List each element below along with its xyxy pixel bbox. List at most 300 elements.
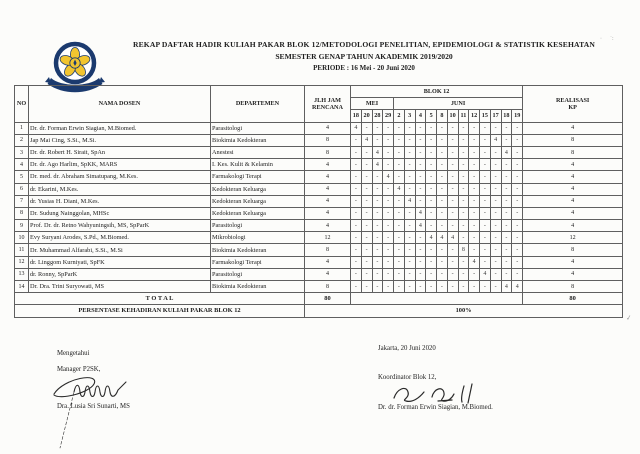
cell-attendance: -: [351, 146, 362, 158]
date-column-header: 5: [426, 110, 437, 122]
cell-realisasi: 8: [523, 146, 623, 158]
cell-attendance: -: [426, 134, 437, 146]
cell-attendance: -: [490, 183, 501, 195]
cell-no: 6: [15, 183, 29, 195]
cell-attendance: -: [351, 134, 362, 146]
cell-attendance: -: [447, 268, 458, 280]
cell-realisasi: 4: [523, 183, 623, 195]
cell-attendance: -: [394, 244, 405, 256]
col-jlh-line1: JLH JAM: [314, 96, 341, 104]
cell-jlh-jam: 4: [305, 171, 351, 183]
cell-attendance: -: [394, 281, 405, 293]
table-row: [15, 183, 623, 195]
cell-attendance: -: [469, 122, 480, 134]
cell-attendance: -: [404, 220, 415, 232]
cell-attendance: -: [426, 281, 437, 293]
cell-jlh-jam: 4: [305, 220, 351, 232]
cell-no: 12: [15, 256, 29, 268]
cell-realisasi: 4: [523, 256, 623, 268]
cell-attendance: -: [394, 122, 405, 134]
table-row: [15, 159, 623, 171]
cell-no: 13: [15, 268, 29, 280]
cell-attendance: -: [361, 159, 372, 171]
cell-attendance: 4: [383, 171, 394, 183]
table-body: [15, 122, 623, 293]
document-subtitle: SEMESTER GENAP TAHUN AKADEMIK 2019/2020: [275, 52, 453, 61]
cell-attendance: -: [361, 281, 372, 293]
cell-attendance: -: [404, 232, 415, 244]
cell-nama: Dr. Dra. Trini Suryowati, MS: [29, 281, 211, 293]
date-column-header: 12: [469, 110, 480, 122]
cell-nama: Dr. med. dr. Abraham Simatupang, M.Kes.: [29, 171, 211, 183]
cell-attendance: -: [458, 134, 469, 146]
cell-attendance: -: [426, 195, 437, 207]
total-row: [15, 293, 623, 305]
attendance-table: [14, 85, 623, 318]
total-realisasi: 80: [523, 293, 623, 305]
table-row: [15, 220, 623, 232]
cell-attendance: -: [480, 244, 491, 256]
cell-attendance: -: [361, 256, 372, 268]
cell-attendance: -: [404, 244, 415, 256]
date-column-header: 2: [394, 110, 405, 122]
cell-attendance: -: [415, 122, 426, 134]
scan-mark-right: ✓: [625, 313, 633, 323]
cell-attendance: -: [490, 220, 501, 232]
cell-departemen: Kedokteran Keluarga: [211, 207, 305, 219]
cell-attendance: -: [415, 281, 426, 293]
table-row: [15, 207, 623, 219]
date-column-header: 8: [437, 110, 448, 122]
cell-attendance: -: [469, 171, 480, 183]
cell-attendance: -: [447, 159, 458, 171]
cell-jlh-jam: 4: [305, 256, 351, 268]
cell-departemen: Kedokteran Keluarga: [211, 195, 305, 207]
table-row: [15, 256, 623, 268]
cell-departemen: Biokimia Kedokteran: [211, 244, 305, 256]
cell-attendance: -: [351, 256, 362, 268]
cell-attendance: -: [437, 195, 448, 207]
cell-attendance: -: [490, 232, 501, 244]
cell-no: 2: [15, 134, 29, 146]
cell-no: 3: [15, 146, 29, 158]
cell-attendance: 4: [490, 134, 501, 146]
cell-attendance: -: [490, 171, 501, 183]
cell-attendance: -: [426, 146, 437, 158]
cell-attendance: -: [372, 207, 383, 219]
cell-attendance: 4: [480, 268, 491, 280]
cell-attendance: -: [394, 220, 405, 232]
cell-attendance: -: [415, 183, 426, 195]
total-blank: [351, 293, 523, 305]
cell-attendance: -: [469, 207, 480, 219]
col-departemen: DEPARTEMEN: [211, 86, 305, 123]
cell-attendance: -: [437, 207, 448, 219]
cell-jlh-jam: 8: [305, 146, 351, 158]
cell-attendance: -: [512, 159, 523, 171]
cell-attendance: -: [458, 232, 469, 244]
cell-attendance: 4: [437, 232, 448, 244]
cell-departemen: Parasitologi: [211, 268, 305, 280]
cell-attendance: -: [447, 183, 458, 195]
cell-attendance: -: [447, 171, 458, 183]
cell-attendance: -: [480, 171, 491, 183]
cell-attendance: -: [394, 146, 405, 158]
cell-attendance: -: [426, 220, 437, 232]
cell-attendance: 4: [351, 122, 362, 134]
cell-departemen: Parasitologi: [211, 122, 305, 134]
cell-attendance: -: [404, 134, 415, 146]
cell-attendance: -: [501, 268, 512, 280]
cell-attendance: 4: [501, 146, 512, 158]
cell-attendance: -: [361, 207, 372, 219]
cell-attendance: -: [361, 183, 372, 195]
cell-realisasi: 4: [523, 195, 623, 207]
cell-attendance: -: [415, 146, 426, 158]
cell-attendance: -: [351, 195, 362, 207]
cell-realisasi: 8: [523, 244, 623, 256]
cell-attendance: -: [383, 134, 394, 146]
cell-attendance: -: [383, 195, 394, 207]
cell-realisasi: 12: [523, 232, 623, 244]
cell-attendance: -: [372, 232, 383, 244]
cell-attendance: -: [394, 159, 405, 171]
cell-no: 14: [15, 281, 29, 293]
cell-attendance: 4: [372, 146, 383, 158]
cell-attendance: -: [469, 134, 480, 146]
cell-jlh-jam: 4: [305, 183, 351, 195]
date-column-header: 15: [480, 110, 491, 122]
col-jlh-line2: RENCANA: [312, 103, 343, 111]
cell-attendance: -: [469, 220, 480, 232]
cell-attendance: -: [490, 281, 501, 293]
cell-attendance: -: [415, 268, 426, 280]
cell-attendance: -: [501, 207, 512, 219]
cell-attendance: -: [415, 256, 426, 268]
cell-attendance: -: [501, 122, 512, 134]
cell-attendance: -: [383, 146, 394, 158]
cell-attendance: -: [351, 220, 362, 232]
cell-attendance: 4: [372, 159, 383, 171]
cell-attendance: -: [372, 171, 383, 183]
cell-attendance: -: [394, 232, 405, 244]
cell-attendance: -: [458, 256, 469, 268]
col-real-line2: KP: [568, 103, 577, 111]
cell-attendance: -: [383, 232, 394, 244]
cell-attendance: -: [404, 146, 415, 158]
cell-attendance: -: [361, 232, 372, 244]
cell-attendance: -: [512, 244, 523, 256]
footer-manager-role: Manager P2SK,: [57, 366, 101, 373]
month-mei: MEI: [351, 98, 394, 110]
cell-attendance: -: [490, 195, 501, 207]
cell-attendance: 4: [404, 195, 415, 207]
cell-attendance: -: [437, 146, 448, 158]
table-row: [15, 281, 623, 293]
cell-realisasi: 8: [523, 281, 623, 293]
table-row: [15, 244, 623, 256]
cell-nama: Evy Suryani Arodes, S.Pd., M.Biomed.: [29, 232, 211, 244]
cell-no: 8: [15, 207, 29, 219]
cell-attendance: -: [394, 268, 405, 280]
cell-attendance: 4: [415, 220, 426, 232]
cell-attendance: -: [469, 268, 480, 280]
cell-attendance: -: [447, 195, 458, 207]
cell-realisasi: 8: [523, 134, 623, 146]
cell-attendance: -: [447, 220, 458, 232]
cell-jlh-jam: 4: [305, 122, 351, 134]
cell-nama: dr. Linggom Kurniyati, SpFK: [29, 256, 211, 268]
cell-attendance: -: [512, 195, 523, 207]
cell-attendance: 4: [415, 207, 426, 219]
date-column-header: 17: [490, 110, 501, 122]
date-column-header: 4: [415, 110, 426, 122]
cell-attendance: -: [458, 183, 469, 195]
cell-realisasi: 4: [523, 220, 623, 232]
cell-attendance: -: [501, 171, 512, 183]
cell-attendance: -: [383, 268, 394, 280]
cell-attendance: -: [490, 146, 501, 158]
cell-attendance: -: [437, 220, 448, 232]
cell-jlh-jam: 4: [305, 268, 351, 280]
cell-attendance: -: [512, 134, 523, 146]
cell-attendance: -: [404, 268, 415, 280]
cell-attendance: -: [361, 146, 372, 158]
cell-attendance: -: [501, 195, 512, 207]
cell-attendance: -: [351, 159, 362, 171]
cell-attendance: -: [512, 256, 523, 268]
cell-nama: dr. Ronny, SpParK: [29, 268, 211, 280]
footer-mengetahui: Mengetahui: [57, 350, 90, 357]
cell-attendance: -: [469, 195, 480, 207]
document-period: PERIODE : 16 Mei - 20 Juni 2020: [313, 64, 415, 72]
header-row-1: [15, 86, 623, 98]
cell-attendance: -: [426, 159, 437, 171]
cell-attendance: -: [372, 134, 383, 146]
cell-attendance: -: [383, 207, 394, 219]
cell-attendance: -: [501, 159, 512, 171]
cell-attendance: -: [480, 256, 491, 268]
cell-attendance: -: [372, 183, 383, 195]
cell-attendance: -: [415, 171, 426, 183]
cell-attendance: -: [480, 232, 491, 244]
cell-attendance: -: [404, 159, 415, 171]
cell-attendance: -: [372, 281, 383, 293]
cell-attendance: -: [361, 220, 372, 232]
cell-attendance: -: [415, 134, 426, 146]
cell-no: 5: [15, 171, 29, 183]
cell-departemen: Farmakologi Terapi: [211, 171, 305, 183]
cell-attendance: -: [372, 122, 383, 134]
cell-attendance: 8: [458, 244, 469, 256]
cell-attendance: -: [394, 171, 405, 183]
cell-jlh-jam: 12: [305, 232, 351, 244]
cell-attendance: -: [512, 207, 523, 219]
cell-attendance: -: [426, 122, 437, 134]
cell-attendance: -: [404, 207, 415, 219]
cell-attendance: -: [480, 183, 491, 195]
cell-jlh-jam: 8: [305, 281, 351, 293]
cell-attendance: -: [490, 268, 501, 280]
cell-attendance: -: [501, 134, 512, 146]
cell-nama: dr. Ekarini, M.Kes.: [29, 183, 211, 195]
cell-attendance: -: [383, 244, 394, 256]
cell-attendance: -: [372, 220, 383, 232]
cell-attendance: -: [383, 183, 394, 195]
cell-jlh-jam: 4: [305, 195, 351, 207]
cell-attendance: -: [437, 268, 448, 280]
cell-nama: Jap Mai Cing, S.Si., M.Si.: [29, 134, 211, 146]
cell-attendance: -: [480, 134, 491, 146]
cell-attendance: -: [447, 256, 458, 268]
date-column-header: 10: [447, 110, 458, 122]
col-blok-12: BLOK 12: [351, 86, 523, 98]
cell-realisasi: 4: [523, 171, 623, 183]
cell-attendance: -: [458, 195, 469, 207]
cell-nama: dr. Yusias H. Diani, M.Kes.: [29, 195, 211, 207]
cell-realisasi: 4: [523, 122, 623, 134]
cell-realisasi: 4: [523, 268, 623, 280]
table-row: [15, 122, 623, 134]
cell-attendance: -: [415, 159, 426, 171]
cell-departemen: Farmakologi Terapi: [211, 256, 305, 268]
persentase-label: PERSENTASE KEHADIRAN KULIAH PAKAR BLOK 12: [15, 305, 305, 317]
footer-city-date: Jakarta, 20 Juni 2020: [378, 345, 436, 352]
cell-attendance: -: [480, 146, 491, 158]
cell-attendance: -: [372, 244, 383, 256]
footer-left-name: Dra. Lusia Sri Sunarti, MS: [57, 403, 130, 410]
cell-nama: Dr. dr. Forman Erwin Siagian, M.Biomed.: [29, 122, 211, 134]
cell-attendance: -: [490, 207, 501, 219]
cell-attendance: -: [458, 281, 469, 293]
cell-attendance: -: [437, 122, 448, 134]
cell-attendance: -: [437, 159, 448, 171]
cell-attendance: -: [490, 244, 501, 256]
cell-attendance: 4: [469, 256, 480, 268]
cell-departemen: Biokimia Kedokteran: [211, 134, 305, 146]
cell-attendance: -: [458, 159, 469, 171]
cell-attendance: -: [361, 171, 372, 183]
cell-attendance: -: [372, 195, 383, 207]
cell-attendance: -: [437, 281, 448, 293]
cell-jlh-jam: 4: [305, 159, 351, 171]
cell-attendance: -: [351, 207, 362, 219]
cell-attendance: 4: [426, 232, 437, 244]
cell-departemen: Biokimia Kedokteran: [211, 281, 305, 293]
cell-no: 4: [15, 159, 29, 171]
cell-attendance: -: [458, 122, 469, 134]
cell-attendance: -: [404, 171, 415, 183]
cell-attendance: -: [512, 146, 523, 158]
cell-departemen: Parasitologi: [211, 220, 305, 232]
cell-attendance: -: [512, 232, 523, 244]
cell-attendance: -: [394, 207, 405, 219]
cell-attendance: -: [501, 256, 512, 268]
cell-attendance: -: [501, 244, 512, 256]
cell-attendance: -: [447, 134, 458, 146]
persentase-row: [15, 305, 623, 317]
date-column-header: 18: [351, 110, 362, 122]
document-title-block: [100, 40, 628, 72]
table-summary: [15, 293, 623, 317]
cell-attendance: 4: [361, 134, 372, 146]
cell-attendance: -: [458, 146, 469, 158]
col-real-line1: REALISASI: [555, 96, 590, 104]
cell-attendance: -: [383, 159, 394, 171]
cell-attendance: -: [351, 232, 362, 244]
scan-speckle-top: · ˙:: [600, 36, 614, 42]
cell-attendance: -: [490, 256, 501, 268]
cell-attendance: -: [469, 244, 480, 256]
cell-attendance: -: [458, 220, 469, 232]
cell-attendance: -: [512, 220, 523, 232]
cell-nama: Prof. Dr. dr. Retno Wahyuningsih, MS, SpParK: [29, 220, 211, 232]
cell-attendance: -: [351, 244, 362, 256]
table-row: [15, 134, 623, 146]
cell-attendance: -: [437, 244, 448, 256]
cell-attendance: -: [447, 122, 458, 134]
cell-attendance: -: [415, 232, 426, 244]
cell-attendance: -: [447, 146, 458, 158]
cell-jlh-jam: 8: [305, 244, 351, 256]
cell-attendance: -: [426, 244, 437, 256]
cell-attendance: 4: [501, 281, 512, 293]
cell-jlh-jam: 8: [305, 134, 351, 146]
cell-attendance: -: [512, 183, 523, 195]
signature-left: [48, 372, 168, 452]
col-jlh-jam-rencana: [305, 86, 351, 123]
cell-nama: Dr. Sudung Nainggolan, MHSc: [29, 207, 211, 219]
cell-attendance: -: [394, 256, 405, 268]
cell-attendance: -: [351, 171, 362, 183]
cell-attendance: -: [351, 268, 362, 280]
cell-attendance: -: [512, 171, 523, 183]
cell-attendance: -: [426, 171, 437, 183]
cell-attendance: -: [512, 122, 523, 134]
cell-attendance: -: [480, 281, 491, 293]
cell-attendance: -: [437, 183, 448, 195]
cell-attendance: -: [415, 244, 426, 256]
cell-attendance: 4: [512, 281, 523, 293]
cell-nama: Dr. dr. Ago Harlim, SpKK, MARS: [29, 159, 211, 171]
table-header: [15, 86, 623, 123]
cell-attendance: -: [404, 122, 415, 134]
cell-attendance: -: [480, 159, 491, 171]
date-column-header: 11: [458, 110, 469, 122]
cell-attendance: -: [480, 207, 491, 219]
cell-attendance: -: [426, 256, 437, 268]
cell-attendance: -: [351, 183, 362, 195]
cell-attendance: -: [458, 171, 469, 183]
cell-attendance: -: [383, 281, 394, 293]
cell-attendance: -: [415, 195, 426, 207]
cell-attendance: -: [480, 220, 491, 232]
cell-attendance: -: [480, 122, 491, 134]
cell-nama: Dr. Muhammad Alfarabi, S.Si., M.Si: [29, 244, 211, 256]
cell-attendance: -: [458, 268, 469, 280]
cell-attendance: -: [501, 232, 512, 244]
cell-attendance: -: [469, 281, 480, 293]
footer-koordinator-role: Koordinator Blok 12,: [378, 374, 437, 381]
cell-no: 10: [15, 232, 29, 244]
cell-departemen: Anestesi: [211, 146, 305, 158]
cell-attendance: -: [469, 146, 480, 158]
cell-attendance: -: [469, 183, 480, 195]
cell-realisasi: 4: [523, 159, 623, 171]
persentase-value: 100%: [305, 305, 623, 317]
cell-realisasi: 4: [523, 207, 623, 219]
cell-attendance: -: [383, 256, 394, 268]
